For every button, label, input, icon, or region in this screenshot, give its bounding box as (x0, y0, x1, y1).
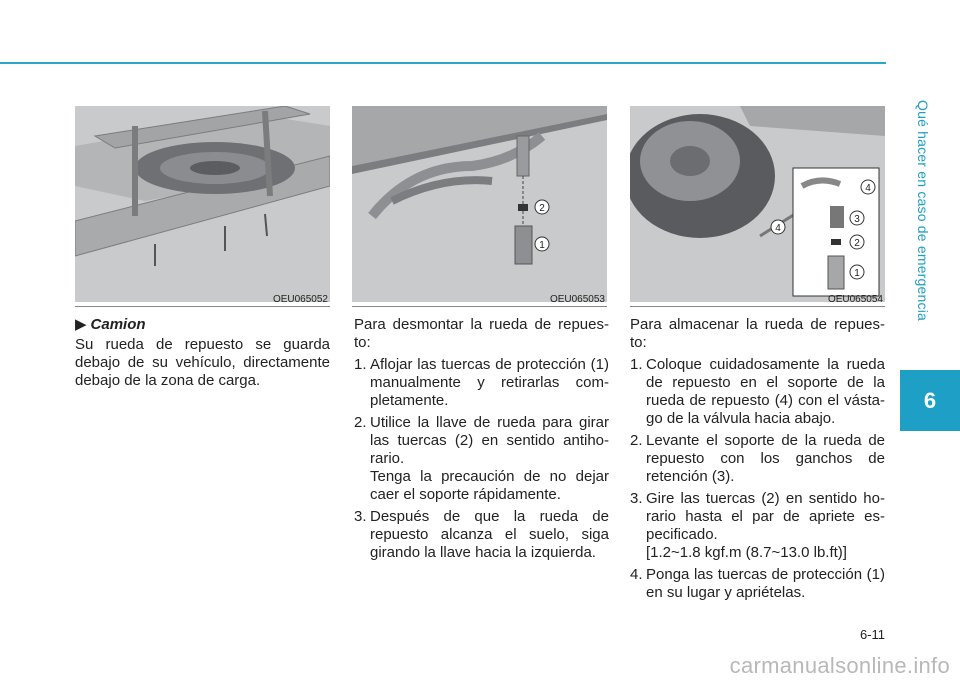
column-camion (75, 316, 330, 390)
step-item (630, 566, 885, 602)
side-title-text: Qué hacer en caso de emergencia (915, 99, 931, 321)
steps-list (354, 356, 609, 468)
column-remove-spare (354, 316, 609, 562)
truck-frame-illustration (75, 106, 330, 302)
body-paragraph: Su rueda de repuesto se guarda debajo de su vehículo, directamente debajo de la zona de carga. (75, 336, 330, 389)
figure-rule (630, 306, 885, 307)
intro-paragraph: Para desmontar la rueda de repues-to: (354, 316, 609, 351)
figure-spare-hanger (352, 106, 607, 302)
callout-1: 1 (854, 268, 860, 279)
callout-3: 3 (854, 214, 860, 225)
step-text: Aflojar las tuercas de protección (1) manualmente y retirarlas com-pletamente. (370, 356, 609, 409)
step-number: 3. (630, 490, 643, 507)
callout-4-main: 4 (775, 223, 781, 234)
step-item (630, 432, 885, 486)
step-note: [1.2~1.8 kgf.m (8.7~13.0 lb.ft)] (646, 544, 847, 561)
column-store-spare (630, 316, 885, 602)
figure-rule (352, 306, 607, 307)
step-item (354, 356, 609, 410)
callout-2: 2 (539, 203, 545, 214)
step-item (630, 356, 885, 428)
step-number: 2. (354, 414, 367, 431)
step-text: Ponga las tuercas de protección (1) en su lugar y apriételas. (646, 566, 885, 601)
step-text: Coloque cuidadosamente la rueda de repuesto en el soporte de la rueda de repuesto (4) con el vásta-go de la válvula hacia abajo. (646, 356, 885, 427)
triangle-bullet-icon: ▶ (75, 316, 87, 333)
figure-truck-frame (75, 106, 330, 302)
step-number: 1. (630, 356, 643, 373)
intro-paragraph: Para almacenar la rueda de repues-to: (630, 316, 885, 351)
step-item (354, 414, 609, 468)
step-item (630, 490, 885, 544)
figure-code: OEU065054 (827, 294, 883, 305)
steps-list (630, 356, 885, 544)
steps-list (630, 566, 885, 602)
step-text: Levante el soporte de la rueda de repuesto con los ganchos de retención (3). (646, 432, 885, 485)
steps-list (354, 508, 609, 562)
figure-rule (75, 306, 330, 307)
chapter-tab: 6 (900, 370, 960, 431)
page-number: 6-11 (859, 627, 885, 642)
spare-hanger-illustration (352, 106, 607, 302)
callout-1: 1 (539, 240, 545, 251)
step-number: 1. (354, 356, 367, 373)
section-heading (75, 316, 330, 334)
callout-4-detail: 4 (865, 183, 871, 194)
callout-2: 2 (854, 238, 860, 249)
figure-code: OEU065052 (272, 294, 328, 305)
spare-wheel-illustration (630, 106, 885, 302)
step-item (354, 508, 609, 562)
step-number: 2. (630, 432, 643, 449)
step-number: 3. (354, 508, 367, 525)
step-text: Gire las tuercas (2) en sentido ho-rario hasta el par de apriete es-pecificado. (646, 490, 885, 543)
step-number: 4. (630, 566, 643, 583)
step-note: Tenga la precaución de no dejar caer el soporte rápidamente. (370, 468, 609, 503)
heading-text: Camion (90, 316, 146, 333)
watermark: carmanualsonline.info (729, 653, 950, 678)
figure-spare-wheel-storage (630, 106, 885, 302)
step-text: Utilice la llave de rueda para girar las tuercas (2) en sentido antiho-rario. (370, 414, 609, 467)
figure-code: OEU065053 (549, 294, 605, 305)
header-rule (0, 62, 886, 64)
step-text: Después de que la rueda de repuesto alcanza el suelo, siga girando la llave hacia la izquierda. (370, 508, 609, 561)
section-side-title (908, 60, 938, 360)
